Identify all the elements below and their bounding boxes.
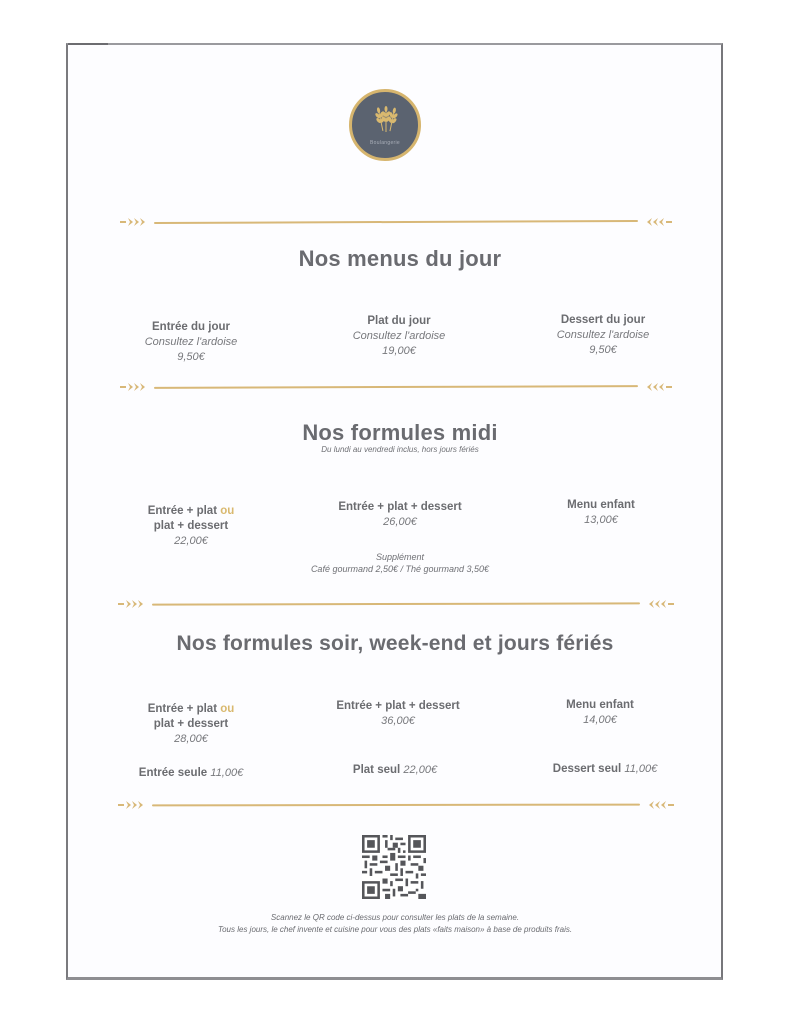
item-price: 36,00€ (381, 715, 415, 727)
wheat-ear-left-icon (118, 799, 148, 811)
supplement-block (250, 551, 550, 575)
item-price: 22,00€ (403, 764, 438, 776)
item-price: 14,00€ (583, 714, 617, 726)
item-sub: Consultez l'ardoise (352, 330, 446, 342)
footer-line-1: Scannez le QR code ci-dessus pour consulter les plats de la semaine. (270, 913, 520, 922)
logo-brand-text: Boulangerie (370, 140, 400, 146)
item-name: Entrée du jour (152, 321, 230, 333)
item-name-a: Entrée + plat (147, 703, 218, 715)
logo (349, 89, 421, 161)
item-price: 13,00€ (584, 514, 618, 526)
wheat-ear-right-icon (644, 598, 674, 610)
formule-midi-entree-plat-dessert (300, 500, 500, 530)
single-dessert-seul (530, 762, 680, 777)
formule-midi-entree-plat-ou-plat-dessert (116, 504, 266, 549)
wheat-divider (120, 381, 672, 393)
single-plat-seul (320, 763, 470, 778)
formule-soir-entree-plat-ou-plat-dessert (116, 702, 266, 747)
wheat-divider (120, 216, 672, 228)
item-price: 9,50€ (589, 344, 617, 356)
item-price: 9,50€ (177, 351, 205, 363)
wheat-divider (118, 598, 674, 610)
wheat-ear-left-icon (120, 216, 150, 228)
wheat-ear-right-icon (642, 216, 672, 228)
wheat-ear-right-icon (644, 799, 674, 811)
item-name: Entrée + plat + dessert (336, 700, 460, 712)
item-sub: Consultez l'ardoise (556, 329, 650, 341)
item-name: Entrée seule (138, 767, 208, 779)
item-name: Plat du jour (367, 315, 431, 327)
section-title-menus-du-jour: Nos menus du jour (298, 246, 502, 271)
formule-soir-menu-enfant (525, 698, 675, 728)
qr-code[interactable] (362, 835, 426, 899)
menu-item-dessert-du-jour (528, 313, 678, 358)
wheat-ear-left-icon (118, 598, 148, 610)
formule-midi-menu-enfant (526, 498, 676, 528)
item-price: 19,00€ (382, 345, 416, 357)
menu-item-entree-du-jour (116, 320, 266, 365)
wheat-divider (118, 799, 674, 811)
item-sub: Consultez l'ardoise (144, 336, 238, 348)
item-name: Plat seul (352, 764, 401, 776)
footer-text (120, 912, 670, 936)
single-entree-seule (116, 766, 266, 781)
section-title-formules-soir: Nos formules soir, week-end et jours fériés (176, 632, 614, 655)
item-price: 28,00€ (174, 733, 208, 745)
item-price: 11,00€ (624, 763, 658, 775)
section-title-formules-midi: Nos formules midi (302, 420, 498, 445)
item-name-b: plat + dessert (153, 718, 229, 730)
item-price: 22,00€ (174, 535, 208, 547)
item-name: Dessert du jour (560, 314, 646, 326)
wheat-ear-right-icon (642, 381, 672, 393)
section-subtitle-formules-midi: Du lundi au vendredi inclus, hors jours fériés (321, 445, 479, 454)
item-ou: ou (220, 703, 235, 715)
item-price: 11,00€ (210, 767, 244, 779)
formule-soir-entree-plat-dessert (298, 699, 498, 729)
item-name-b: plat + dessert (153, 520, 229, 532)
item-name: Entrée + plat + dessert (338, 501, 462, 513)
item-name: Menu enfant (567, 499, 635, 511)
menu-item-plat-du-jour (324, 314, 474, 359)
footer-line-2: Tous les jours, le chef invente et cuisine pour vous des plats «faits maison» à base de produits frais. (217, 925, 573, 934)
wheat-ear-left-icon (120, 381, 150, 393)
item-name-a: Entrée + plat (147, 505, 218, 517)
supplement-text: Café gourmand 2,50€ / Thé gourmand 3,50€ (310, 564, 490, 574)
item-name: Dessert seul (552, 763, 622, 775)
wheat-icon (369, 106, 403, 134)
item-price: 26,00€ (383, 516, 417, 528)
supplement-label: Supplément (375, 552, 425, 562)
item-name: Menu enfant (566, 699, 634, 711)
item-ou: ou (220, 505, 235, 517)
